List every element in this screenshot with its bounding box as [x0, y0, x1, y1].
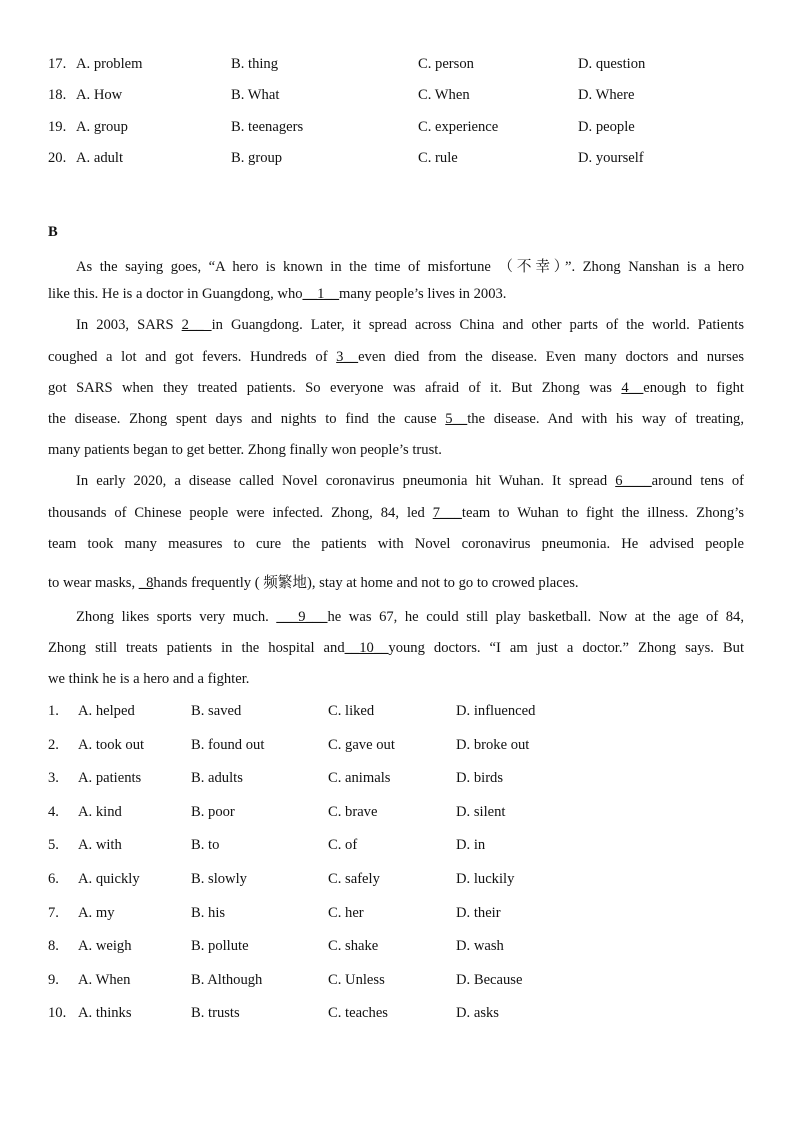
option-a: A. thinks — [78, 1005, 132, 1022]
question-options-row — [0, 938, 794, 958]
answer-blank: 5__ — [445, 411, 468, 427]
option-d: D. question — [578, 56, 646, 72]
passage-text: the disease. Zhong spent days and nights to find the cause — [48, 411, 446, 427]
option-b: B. his — [191, 904, 226, 921]
option-d: D. people — [578, 118, 635, 135]
option-d: D. influenced — [456, 703, 536, 719]
question-number: 5. — [48, 837, 59, 854]
passage-text: enough to fight — [643, 380, 744, 396]
question-number: 1. — [48, 703, 59, 719]
option-c: C. liked — [328, 703, 375, 719]
question-options-row — [0, 972, 794, 992]
passage-text: As the saying goes, “A hero is known in the time of misfortune （不幸）”. Zhong Nanshan is a hero — [76, 259, 744, 275]
option-c: C. brave — [328, 803, 378, 820]
option-d: D. birds — [456, 770, 504, 787]
question-options-row — [0, 905, 794, 925]
option-b: B. poor — [191, 803, 235, 820]
passage-line — [48, 640, 744, 660]
passage-text: in Guangdong. Later, it spread across China and other parts of the world. Patients — [211, 317, 744, 333]
question-number: 3. — [48, 770, 59, 787]
question-number: 9. — [48, 971, 59, 988]
question-options-row — [0, 56, 794, 76]
option-b: B. slowly — [191, 871, 247, 887]
passage-text: thousands of Chinese people were infected. Zhong, 84, led — [48, 505, 433, 521]
passage-line — [48, 505, 744, 525]
passage-text: many people’s lives in 2003. — [339, 286, 507, 302]
option-b: B. to — [191, 837, 220, 854]
option-d: D. their — [456, 904, 501, 921]
option-d: D. Where — [578, 87, 635, 104]
answer-blank: 7___ — [432, 505, 462, 521]
question-number: 8. — [48, 938, 59, 955]
question-options-row — [0, 737, 794, 757]
question-options-row — [0, 871, 794, 891]
option-d: D. broke out — [456, 736, 530, 753]
option-a: A. How — [76, 87, 123, 104]
answer-blank: ___9___ — [276, 609, 328, 625]
passage-line — [48, 671, 744, 691]
option-d: D. in — [456, 837, 486, 854]
option-d: D. wash — [456, 938, 504, 955]
passage-text: coughed a lot and got fevers. Hundreds of — [48, 349, 337, 365]
option-b: B. thing — [231, 56, 279, 72]
question-options-row — [0, 837, 794, 857]
answer-blank: __1__ — [302, 286, 340, 302]
option-c: C. her — [328, 904, 364, 921]
question-number: 18. — [48, 87, 67, 104]
option-c: C. rule — [418, 149, 458, 166]
option-a: A. patients — [78, 770, 142, 787]
option-c: C. When — [418, 87, 470, 104]
passage-text: young doctors. “I am just a doctor.” Zhong says. But — [388, 640, 745, 656]
option-b: B. group — [231, 149, 283, 166]
option-b: B. What — [231, 87, 280, 104]
passage-line — [48, 442, 744, 462]
passage-line — [48, 411, 744, 431]
option-d: D. luckily — [456, 871, 515, 887]
option-c: C. shake — [328, 938, 379, 955]
passage-line — [48, 536, 744, 556]
question-options-row — [0, 770, 794, 790]
answer-blank: 2__ — [181, 317, 212, 333]
passage-line — [76, 255, 744, 275]
option-c: C. experience — [418, 118, 499, 135]
option-b: B. found out — [191, 736, 265, 753]
option-a: A. weigh — [78, 938, 132, 955]
option-d: D. Because — [456, 971, 523, 988]
answer-blank: 4__ — [621, 380, 644, 396]
passage-text: the disease. And with his way of treating, — [467, 411, 744, 427]
option-d: D. asks — [456, 1005, 499, 1022]
passage-line — [48, 380, 744, 400]
option-d: D. yourself — [578, 149, 644, 166]
passage-text: team to Wuhan to fight the illness. Zhong’s — [461, 505, 744, 521]
passage-line — [76, 609, 744, 629]
passage-line — [76, 317, 744, 337]
answer-blank: _8 — [138, 575, 154, 591]
answer-blank: 3__ — [336, 349, 359, 365]
passage-text: around tens of — [651, 473, 744, 489]
option-b: B. trusts — [191, 1005, 240, 1022]
option-c: C. person — [418, 56, 474, 72]
question-number: 17. — [48, 56, 67, 72]
passage-text: many patients began to get better. Zhong finally won people’s trust. — [48, 442, 442, 458]
passage-text: In early 2020, a disease called Novel coronavirus pneumonia hit Wuhan. It spread — [76, 473, 616, 489]
option-c: C. animals — [328, 770, 391, 787]
question-options-row — [0, 150, 794, 170]
answer-blank: __10__ — [344, 640, 389, 656]
question-options-row — [0, 703, 794, 723]
option-a: A. When — [78, 971, 131, 988]
question-number: 7. — [48, 904, 59, 921]
section-heading: B — [48, 224, 58, 240]
option-a: A. with — [78, 837, 122, 854]
option-b: B. saved — [191, 703, 242, 719]
option-b: B. teenagers — [231, 118, 304, 135]
option-c: C. safely — [328, 871, 380, 887]
passage-text: Zhong likes sports very much. — [76, 609, 277, 625]
option-c: C. teaches — [328, 1005, 388, 1022]
option-c: C. of — [328, 837, 358, 854]
passage-text: team took many measures to cure the patients with Novel coronavirus pneumonia. He advised people — [48, 536, 744, 552]
question-number: 10. — [48, 1005, 67, 1022]
option-a: A. adult — [76, 149, 124, 166]
passage-text: got SARS when they treated patients. So everyone was afraid of it. But Zhong was — [48, 380, 622, 396]
question-number: 20. — [48, 149, 67, 166]
question-number: 6. — [48, 871, 59, 887]
passage-text: In 2003, SARS — [76, 317, 182, 333]
option-a: A. quickly — [78, 871, 140, 887]
option-d: D. silent — [456, 803, 506, 820]
passage-line — [48, 571, 744, 591]
passage-text: we think he is a hero and a fighter. — [48, 671, 250, 687]
option-a: A. problem — [76, 56, 143, 72]
passage-text: even died from the disease. Even many doctors and nurses — [358, 349, 744, 365]
option-a: A. group — [76, 118, 128, 135]
passage-line — [76, 473, 744, 493]
passage-line — [48, 286, 744, 306]
passage-text: hands frequently ( 频繁地), stay at home and not to go to crowed places. — [153, 575, 579, 591]
answer-blank: 6____ — [615, 473, 652, 489]
option-b: B. pollute — [191, 938, 249, 955]
option-a: A. took out — [78, 736, 145, 753]
option-b: B. adults — [191, 770, 243, 787]
passage-text: to wear masks, — [48, 575, 139, 591]
question-options-row — [0, 119, 794, 139]
option-c: C. Unless — [328, 971, 385, 988]
question-options-row — [0, 804, 794, 824]
option-a: A. my — [78, 904, 115, 921]
passage-text: he was 67, he could still play basketball. Now at the age of 84, — [327, 609, 744, 625]
question-number: 2. — [48, 736, 59, 753]
passage-text: like this. He is a doctor in Guangdong, who — [48, 286, 303, 302]
option-b: B. Although — [191, 971, 263, 988]
question-number: 4. — [48, 803, 59, 820]
option-a: A. helped — [78, 703, 135, 719]
passage-line — [48, 349, 744, 369]
option-a: A. kind — [78, 803, 122, 820]
question-options-row — [0, 1005, 794, 1025]
question-number: 19. — [48, 118, 67, 135]
option-c: C. gave out — [328, 736, 395, 753]
question-options-row — [0, 87, 794, 107]
passage-text: Zhong still treats patients in the hospital and — [48, 640, 345, 656]
